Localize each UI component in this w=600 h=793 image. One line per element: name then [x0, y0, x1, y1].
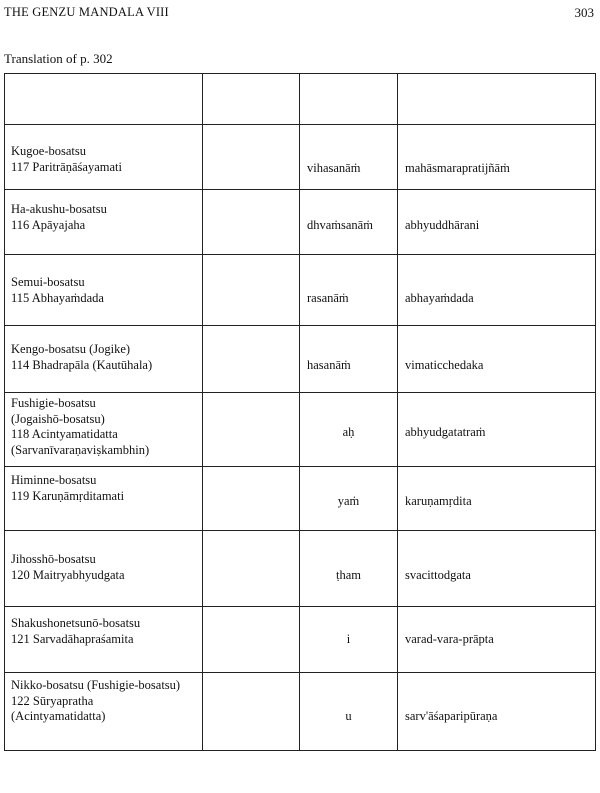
- mantra-text: hasanāṁ: [307, 358, 351, 372]
- header-cell: [300, 74, 398, 125]
- table-row: [5, 673, 596, 751]
- deity-name: Jihosshō-bosatsu: [11, 552, 96, 566]
- table-row: [5, 467, 596, 531]
- deity-name: Ha-akushu-bosatsu: [11, 202, 107, 216]
- meaning-text: abhyudgatatraṁ: [405, 425, 486, 439]
- meaning-cell: [398, 607, 596, 673]
- meaning-cell: [398, 125, 596, 190]
- deity-name: Semui-bosatsu: [11, 275, 85, 289]
- mantra-cell: [300, 607, 398, 673]
- translation-table: [4, 73, 596, 751]
- deity-line: 119 Karuṇāmṛditamati: [11, 488, 125, 503]
- empty-cell: [203, 607, 300, 673]
- section-subtitle: Translation of p. 302: [4, 51, 113, 66]
- empty-cell: [203, 125, 300, 190]
- table-row: [5, 255, 596, 326]
- deity-cell: [5, 326, 203, 393]
- deity-name: Shakushonetsunō-bosatsu: [11, 616, 141, 630]
- meaning-cell: [398, 531, 596, 607]
- meaning-text: varad-vara-prāpta: [405, 632, 494, 646]
- deity-name: Himinne-bosatsu: [11, 473, 97, 487]
- mantra-cell: [300, 125, 398, 190]
- deity-line: 118 Acintyamatidatta: [11, 427, 118, 441]
- empty-cell: [203, 255, 300, 326]
- meaning-cell: [398, 190, 596, 255]
- mantra-cell: [300, 190, 398, 255]
- header-cell: [203, 74, 300, 125]
- empty-cell: [203, 393, 300, 467]
- deity-name: Fushigie-bosatsu: [11, 396, 96, 410]
- deity-cell: [5, 467, 203, 531]
- mantra-text: vihasanāṁ: [307, 161, 361, 175]
- meaning-text: mahāsmarapratijñāṁ: [405, 161, 510, 175]
- deity-line: 122 Sūryapratha: [11, 693, 94, 708]
- mantra-cell: [300, 531, 398, 607]
- meaning-text: karuṇamṛdita: [405, 494, 472, 508]
- mantra-text: u: [345, 709, 352, 723]
- mantra-text: aḥ: [342, 425, 355, 439]
- deity-name: Kengo-bosatsu (Jogike): [11, 342, 131, 356]
- deity-line: 115 Abhayaṁdada: [11, 290, 104, 305]
- page-number: 303: [574, 5, 594, 20]
- mantra-cell: [300, 673, 398, 751]
- empty-cell: [203, 190, 300, 255]
- deity-cell: [5, 190, 203, 255]
- deity-line: (Sarvanīvaraṇaviṣkambhin): [11, 442, 150, 457]
- meaning-cell: [398, 467, 596, 531]
- deity-name: Nikko-bosatsu (Fushigie-bosatsu): [11, 678, 181, 692]
- deity-line: (Jogaishō-bosatsu): [11, 411, 105, 426]
- deity-cell: [5, 393, 203, 467]
- mantra-cell: [300, 393, 398, 467]
- mantra-text: i: [346, 632, 351, 646]
- header-cell: [398, 74, 596, 125]
- mantra-text: rasanāṁ: [307, 291, 349, 305]
- meaning-text: abhyuddhārani: [405, 218, 480, 232]
- meaning-cell: [398, 255, 596, 326]
- deity-line: 114 Bhadrapāla (Kautūhala): [11, 357, 153, 372]
- table-row: [5, 190, 596, 255]
- deity-line: 117 Paritrāṇāśayamati: [11, 159, 122, 174]
- deity-cell: [5, 673, 203, 751]
- meaning-text: svacittodgata: [405, 568, 471, 582]
- mantra-text: ṭham: [336, 568, 361, 582]
- deity-line: 120 Maitryabhyudgata: [11, 567, 125, 582]
- table-row: [5, 607, 596, 673]
- mantra-text: dhvaṁsanāṁ: [307, 218, 373, 232]
- mantra-cell: [300, 255, 398, 326]
- meaning-cell: [398, 393, 596, 467]
- deity-cell: [5, 125, 203, 190]
- deity-cell: [5, 531, 203, 607]
- empty-cell: [203, 673, 300, 751]
- mantra-cell: [300, 467, 398, 531]
- deity-name: Kugoe-bosatsu: [11, 144, 86, 158]
- table-row: [5, 393, 596, 467]
- empty-cell: [203, 467, 300, 531]
- header-cell: [5, 74, 203, 125]
- table-row: [5, 326, 596, 393]
- table-header-row: [5, 74, 596, 125]
- meaning-cell: [398, 326, 596, 393]
- empty-cell: [203, 326, 300, 393]
- deity-line: (Acintyamatidatta): [11, 709, 106, 723]
- meaning-cell: [398, 673, 596, 751]
- deity-line: 116 Apāyajaha: [11, 217, 86, 232]
- deity-line: 121 Sarvadāhapraśamita: [11, 631, 134, 646]
- meaning-text: vimaticchedaka: [405, 358, 484, 372]
- deity-cell: [5, 607, 203, 673]
- table-row: [5, 125, 596, 190]
- mantra-text: yaṁ: [337, 494, 360, 508]
- mantra-cell: [300, 326, 398, 393]
- deity-cell: [5, 255, 203, 326]
- table-row: [5, 531, 596, 607]
- meaning-text: sarv'āśaparipūraṇa: [405, 709, 498, 723]
- empty-cell: [203, 531, 300, 607]
- running-header-title: THE GENZU MANDALA VIII: [4, 5, 169, 19]
- meaning-text: abhayaṁdada: [405, 291, 474, 305]
